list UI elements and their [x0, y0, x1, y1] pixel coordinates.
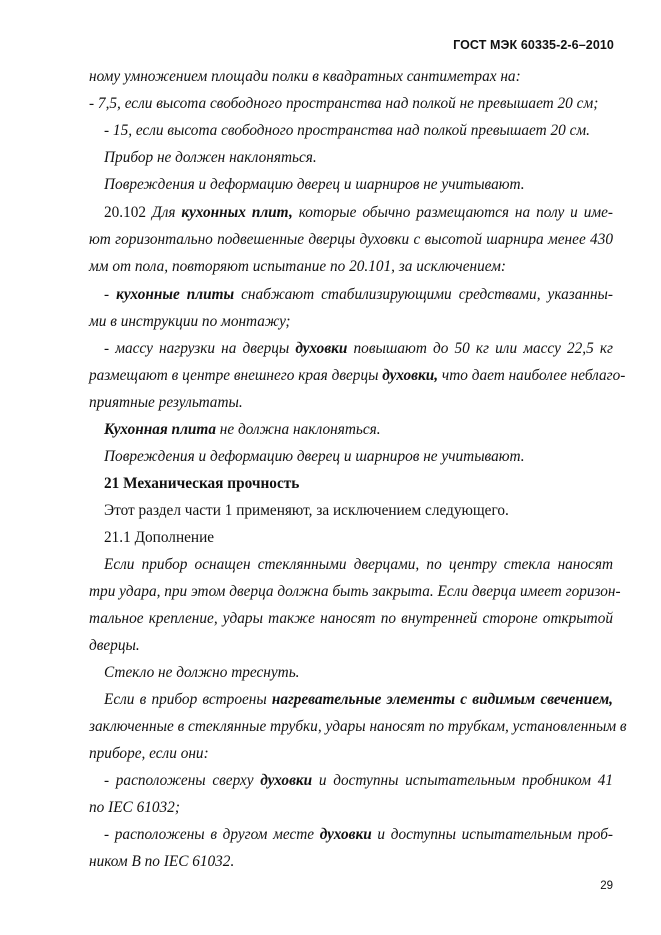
text-line: ми в инструкции по монтажу; — [89, 313, 291, 330]
text-line: тальное крепление, удары также наносят по внутренней стороне открытой — [89, 610, 613, 627]
emphasis: кухонных плит, — [181, 204, 293, 221]
text-line: Повреждения и деформацию дверец и шарниров не учитывают. — [104, 176, 525, 193]
text-span: размещают в центре внешнего края дверцы — [89, 367, 383, 384]
list-item — [104, 771, 613, 791]
text-span: которые обычно размещаются на полу и име- — [292, 204, 614, 221]
text-line: дверцы. — [89, 637, 140, 654]
text-span: повышают до 50 кг или массу 22,5 кг — [347, 340, 613, 357]
text-line: Повреждения и деформацию дверец и шарниров не учитывают. — [104, 448, 525, 465]
text-line: ют горизонтально подвешенные дверцы духовки с высотой шарнира менее 430 — [89, 231, 613, 248]
page-number: 29 — [600, 880, 613, 892]
text-line — [104, 420, 613, 440]
text-span: что дает наиболее неблаго- — [438, 367, 626, 384]
emphasis: духовки — [319, 826, 372, 843]
text-line: мм от пола, повторяют испытание по 20.101, за исключением: — [89, 258, 506, 275]
text-line: Стекло не должно треснуть. — [104, 664, 300, 681]
clause-number: 20.102 — [104, 204, 152, 221]
text-span: не должна наклоняться. — [215, 421, 381, 438]
emphasis: кухонные плиты — [116, 286, 235, 303]
emphasis: духовки, — [382, 367, 439, 384]
list-item — [104, 339, 613, 359]
text-line — [89, 366, 626, 386]
emphasis: духовки — [260, 772, 313, 789]
list-item — [104, 285, 613, 305]
text-line: Прибор не должен наклоняться. — [104, 149, 317, 166]
text-line: заключенные в стеклянные трубки, удары наносят по трубкам, установленным в — [89, 718, 627, 735]
text-span: снабжают стабилизирующими средствами, указанны- — [234, 286, 613, 303]
text-line: приятные результаты. — [89, 394, 243, 411]
text-span: и доступны испытательным пробником 41 — [312, 772, 613, 789]
text-line: ником B по IEC 61032. — [89, 853, 235, 870]
list-item: - 7,5, если высота свободного пространства над полкой не превышает 20 см; — [89, 95, 599, 112]
text-span: Если в прибор встроены — [104, 691, 272, 708]
text-line: Если прибор оснащен стеклянными дверцами, по центру стекла наносят — [104, 556, 613, 573]
text-line: три удара, при этом дверца должна быть закрыта. Если дверца имеет горизон- — [89, 583, 621, 600]
text-line — [104, 690, 613, 710]
text-line: по IEC 61032; — [89, 799, 180, 816]
subsection-heading: 21.1 Дополнение — [104, 529, 215, 546]
emphasis: духовки — [295, 340, 348, 357]
clause-20-102 — [104, 203, 613, 223]
text-line: приборе, если они: — [89, 745, 209, 762]
page-header: ГОСТ МЭК 60335-2-6–2010 — [453, 38, 614, 52]
text-span: - расположены в другом месте — [104, 826, 320, 843]
text-line: Этот раздел части 1 применяют, за исключением следующего. — [104, 502, 509, 519]
text-span: и доступны испытательным проб- — [371, 826, 613, 843]
text-span: - массу нагрузки на дверцы — [104, 340, 296, 357]
text-span: - — [104, 286, 117, 303]
list-item — [104, 825, 613, 845]
text-line: ному умножением площади полки в квадратных сантиметрах на: — [89, 68, 521, 85]
text-span: Для — [151, 204, 182, 221]
emphasis: Кухонная плита — [104, 421, 216, 438]
section-heading: 21 Механическая прочность — [104, 475, 300, 492]
list-item: - 15, если высота свободного пространства над полкой превышает 20 см. — [104, 122, 591, 139]
text-span: - расположены сверху — [104, 772, 261, 789]
emphasis: нагревательные элементы с видимым свечением, — [271, 691, 613, 708]
